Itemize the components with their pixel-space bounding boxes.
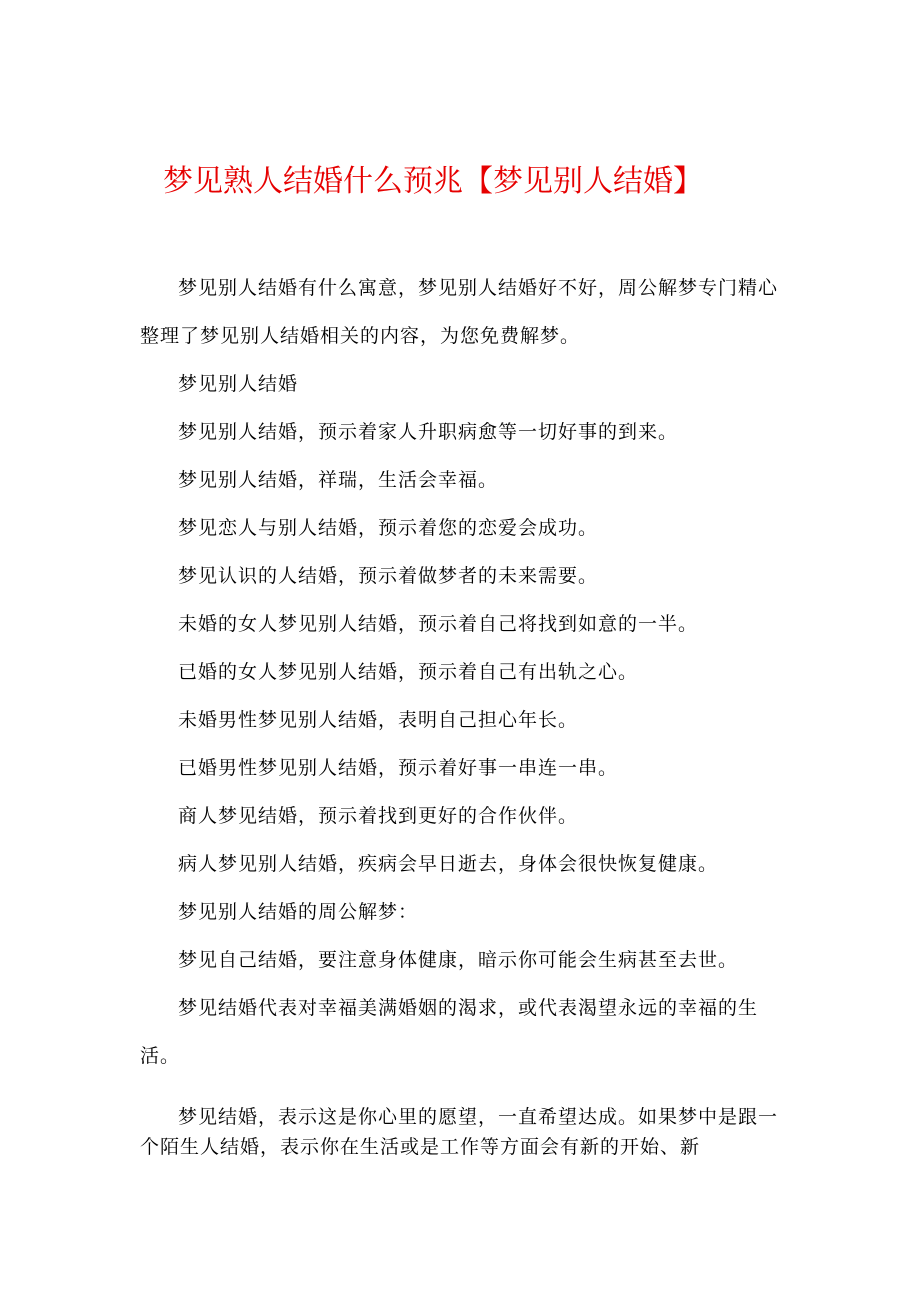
paragraph: 未婚的女人梦见别人结婚，预示着自己将找到如意的一半。	[178, 613, 699, 635]
document-title: 梦见熟人结婚什么预兆【梦见别人结婚】	[163, 164, 703, 199]
paragraph-subheading: 梦见别人结婚的周公解梦：	[178, 901, 419, 923]
paragraph: 已婚的女人梦见别人结婚，预示着自己有出轨之心。	[178, 661, 639, 683]
paragraph: 梦见恋人与别人结婚，预示着您的恋爱会成功。	[178, 517, 599, 539]
paragraph: 病人梦见别人结婚，疾病会早日逝去，身体会很快恢复健康。	[178, 853, 719, 875]
paragraph: 梦见自己结婚，要注意身体健康，暗示你可能会生病甚至去世。	[178, 949, 739, 971]
paragraph: 商人梦见结婚，预示着找到更好的合作伙伴。	[178, 805, 579, 827]
paragraph: 梦见别人结婚，祥瑞，生活会幸福。	[178, 469, 499, 491]
paragraph: 未婚男性梦见别人结婚，表明自己担心年长。	[178, 709, 579, 731]
paragraph: 梦见别人结婚，预示着家人升职病愈等一切好事的到来。	[178, 421, 679, 443]
paragraph: 梦见结婚代表对幸福美满婚姻的渴求，或代表渴望永远的幸福的生活。	[140, 997, 759, 1067]
paragraph-heading: 梦见别人结婚	[178, 373, 299, 395]
document-body	[140, 264, 790, 1162]
paragraph: 梦见认识的人结婚，预示着做梦者的未来需要。	[178, 565, 599, 587]
paragraph-intro: 梦见别人结婚有什么寓意，梦见别人结婚好不好，周公解梦专门精心整理了梦见别人结婚相关的内容，为您免费解梦。	[140, 277, 779, 347]
paragraph: 已婚男性梦见别人结婚，预示着好事一串连一串。	[178, 757, 619, 779]
paragraph: 梦见结婚，表示这是你心里的愿望，一直希望达成。如果梦中是跟一个陌生人结婚，表示你在生活或是工作等方面会有新的开始、新	[140, 1106, 779, 1158]
